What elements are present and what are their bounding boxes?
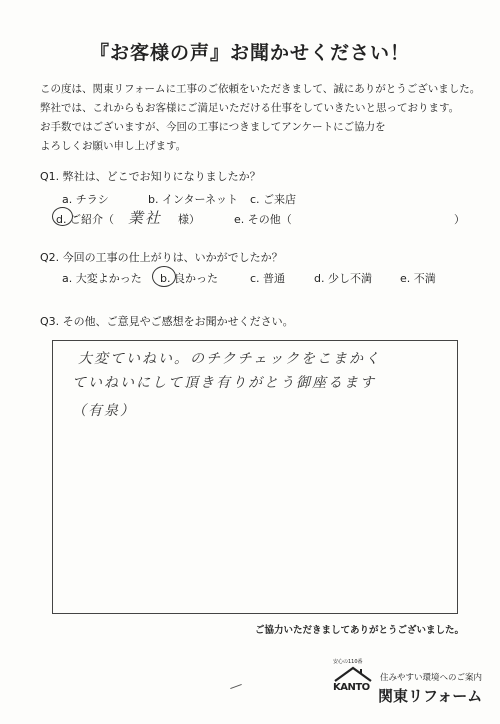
- q1-question: Q1. 弊社は、どこでお知りになりましたか？: [40, 170, 261, 183]
- kanto-logo: [333, 658, 373, 702]
- q1-option-d[interactable]: d. ご紹介（: [56, 213, 114, 226]
- handwritten-comment-line: 大変ていねい。のチクチェックをこまかく: [78, 351, 382, 367]
- q2-option-c[interactable]: c. 普通: [250, 272, 286, 285]
- intro-line: この度は、関東リフォームに工事のご依頼をいただきまして、誠にありがとうございました。: [40, 83, 481, 95]
- q2-question: Q2. 今回の工事の仕上がりは、いかがでしたか？: [40, 251, 283, 264]
- q1-option-a[interactable]: a. チラシ: [62, 193, 109, 206]
- q1-option-b[interactable]: b. インターネット: [148, 193, 238, 206]
- company-name: 関東リフォーム: [378, 687, 483, 705]
- handwritten-signature: （有泉）: [72, 403, 136, 419]
- q1-option-e-close: ）: [454, 213, 465, 226]
- q2-option-d[interactable]: d. 少し不満: [314, 272, 372, 285]
- logo-arc-text: 安心の110番: [333, 659, 363, 665]
- form-title: 『お客様の声』お聞かせください！: [89, 42, 410, 64]
- q2-option-a[interactable]: a. 大変よかった: [62, 272, 142, 285]
- intro-line: お手数ではございますが、今回の工事につきましてアンケートにご協力を: [40, 121, 386, 133]
- handwritten-comment-line: ていねいにして頂き有りがとう御座るます: [72, 375, 376, 391]
- q1-option-d-close: 様）: [178, 213, 200, 226]
- stray-pen-mark: [230, 684, 242, 689]
- intro-text: [40, 80, 480, 156]
- q1-handwritten-referrer: 業社: [128, 209, 163, 227]
- q2-option-e[interactable]: e. 不満: [400, 272, 436, 285]
- intro-line: よろしくお願い申し上げます。: [40, 140, 187, 152]
- intro-line: 弊社では、これからもお客様にご満足いただける仕事をしていきたいと思っております。: [40, 102, 460, 114]
- q1-option-e[interactable]: e. その他（: [234, 213, 292, 226]
- thank-you-note: ご協力いただきましてありがとうございました。: [254, 625, 464, 636]
- logo-name: KANTO: [333, 682, 370, 693]
- company-tagline: 住みやすい環境へのご案内: [380, 673, 483, 683]
- q3-question: Q3. その他、ご意見やご感想をお聞かせください。: [40, 315, 294, 328]
- house-roof-icon: [333, 665, 373, 683]
- q1-option-c[interactable]: c. ご来店: [250, 193, 297, 206]
- q2-option-b[interactable]: b. 良かった: [160, 272, 218, 285]
